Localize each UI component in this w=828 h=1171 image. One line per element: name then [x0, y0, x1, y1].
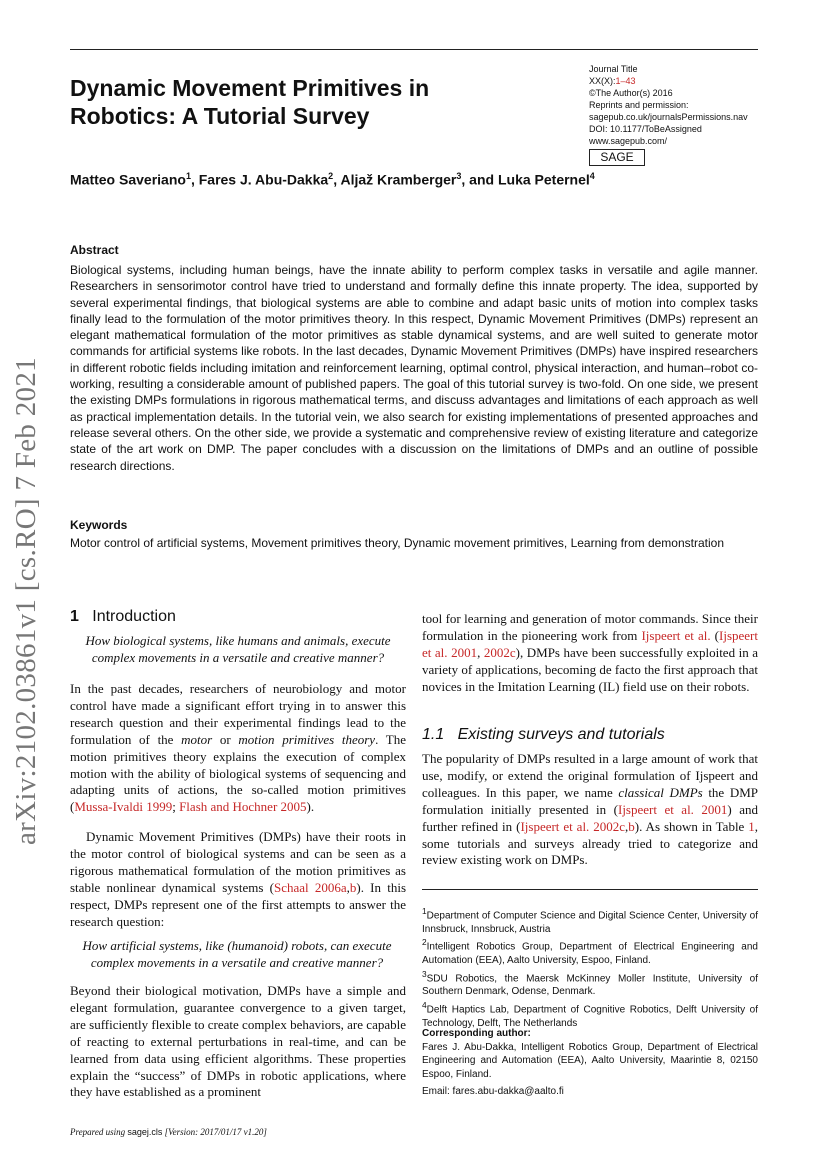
- arxiv-watermark: arXiv:2102.03861v1 [cs.RO] 7 Feb 2021: [10, 357, 42, 845]
- keywords-heading: Keywords: [70, 518, 128, 532]
- citation-link[interactable]: Ijspeert et al. 2002c: [520, 818, 626, 834]
- journal-info-line: www.sagepub.com/: [589, 136, 668, 146]
- journal-info-line: Reprints and permission:: [589, 100, 689, 110]
- author-list: Matteo Saveriano$^1$, Fares J. Abu-Dakka$^2$, Aljaž Kramberger$^3$, and Luka Peternel$^4$: [70, 171, 595, 188]
- intro-paragraph-2: Dynamic Movement Primitives (DMPs) have their roots in the motor control of biological systems and can be seen as a rigorous mathematical formulation of the motion primitives as stable nonlinear dynamical systems (Schaal 2006a,b). In this respect, DMPs represent one of the first attempts to answer the research question:: [70, 829, 407, 929]
- page-range-link[interactable]: 1–43: [615, 76, 636, 86]
- intro-paragraph-1: In the past decades, researchers of neurobiology and motor control have made a significant effort trying in to answer this research question and their experimental findings lead to the formulation of the motor or motion primitives theory. The motion primitives theory explains the execution of complex motion with the ability of biological systems of sequencing and adapting units of actions, the so-called motion primitives (Mussa-Ivaldi 1999; Flash and Hochner 2005).: [70, 681, 406, 815]
- footnote-rule: [422, 889, 758, 890]
- research-question-2: How artificial systems, like (humanoid) robots, can execute complex movements in a versatile and creative manner?: [82, 938, 392, 970]
- sage-logo: SAGE: [589, 149, 645, 166]
- intro-paragraph-continued: tool for learning and generation of motor commands. Since their formulation in the pioneering work from Ijspeert et al. (Ijspeert et al. 2001, 2002c), DMPs have been successfully exploited in a variety of applications, becoming de facto the first approach that novices in the Imitation Learning (IL) field use on their robots.: [422, 611, 759, 694]
- subsection-heading: 1.1 Existing surveys and tutorials: [422, 726, 665, 743]
- corresponding-email[interactable]: Email: fares.abu-dakka@aalto.fi: [422, 1086, 564, 1097]
- research-question-1: How biological systems, like humans and animals, execute complex movements in a versatile and creative manner?: [85, 633, 391, 665]
- top-rule: [70, 49, 758, 50]
- section-heading: 1 Introduction: [70, 608, 176, 625]
- citation-link[interactable]: Schaal 2006a: [273, 879, 347, 895]
- affiliation-item: $^1$Department of Computer Science and Digital Science Center, University of Innsbruck, Innsbruck, Austria: [422, 906, 758, 935]
- citation-link[interactable]: Flash and Hochner 2005: [179, 799, 307, 815]
- paper-title: Dynamic Movement Primitives in Robotics: A Tutorial Survey: [70, 75, 430, 129]
- citation-link[interactable]: Ijspeert et al.: [641, 627, 711, 643]
- author-name: Luka Peternel: [497, 171, 590, 188]
- intro-paragraph-3: Beyond their biological motivation, DMPs have a simple and elegant formulation, guarantee convergence to a given target, are sufficiently flexible to create complex behaviors, are capable of reacting to external perturbations in real-time, and can be learned from data using efficient algorithms. These properties explain the “success” of DMPs in robotic applications, where they have established as a prominent: [70, 983, 406, 1100]
- author-name: Aljaž Kramberger: [340, 171, 457, 188]
- journal-info-line: DOI: 10.1177/ToBeAssigned: [589, 124, 702, 134]
- journal-pages: XX(X):1–43: [589, 76, 636, 86]
- corresponding-author: [422, 1027, 758, 1099]
- citation-link[interactable]: b: [349, 879, 357, 895]
- journal-info-line: sagepub.co.uk/journalsPermissions.nav: [589, 112, 748, 122]
- journal-info-line: Journal Title: [589, 64, 638, 74]
- journal-info: [589, 63, 779, 147]
- citation-link[interactable]: Ijspeert et al. 2001: [422, 627, 758, 660]
- keywords-text: Motor control of artificial systems, Movement primitives theory, Dynamic movement primitives, Learning from demonstration: [70, 536, 724, 550]
- corresponding-heading: Corresponding author:: [422, 1028, 531, 1039]
- citation-link[interactable]: Ijspeert et al. 2001: [617, 801, 728, 817]
- page-footer: Prepared using sagej.cls [Version: 2017/01/17 v1.20]: [70, 1127, 267, 1137]
- surveys-paragraph: The popularity of DMPs resulted in a large amount of work that use, modify, or extend the original formulation of Ijspeert and colleagues. In this paper, we name classical DMPs the DMP formulation initially presented in (Ijspeert et al. 2001) and further refined in (Ijspeert et al. 2002c,b). As shown in Table 1, some tutorials and surveys already tried to categorize and review existing work on DMPs.: [422, 751, 759, 868]
- citation-link[interactable]: 2002c: [483, 644, 516, 660]
- affiliation-item: $^3$SDU Robotics, the Maersk McKinney Moller Institute, University of Southern Denmark, Odense, Denmark.: [422, 968, 758, 998]
- author-name: Matteo Saveriano: [70, 171, 186, 188]
- table-link[interactable]: 1: [748, 818, 755, 834]
- author-name: Fares J. Abu-Dakka: [198, 171, 329, 188]
- affiliations: [422, 905, 758, 1030]
- abstract-heading: Abstract: [70, 243, 119, 257]
- corresponding-text: Fares J. Abu-Dakka, Intelligent Robotics Group, Department of Electrical Engineering and Automation (EEA), Aalto University, Maarintie 8, 02150 Espoo, Finland.: [422, 1041, 758, 1080]
- citation-link[interactable]: b: [628, 818, 635, 834]
- journal-info-line: ©The Author(s) 2016: [589, 88, 673, 98]
- citation-link[interactable]: Mussa-Ivaldi 1999: [74, 799, 173, 815]
- affiliation-item: $^2$Intelligent Robotics Group, Department of Electrical Engineering and Automation (EEA), Aalto University, Espoo, Finland.: [422, 937, 758, 967]
- abstract-text: Biological systems, including human beings, have the innate ability to perform complex tasks in versatile and agile manner. Researchers in sensorimotor control have tried to understand and formally define this innate property. The idea, supported by several experimental findings, that biological systems are able to combine and adapt basic units of motion into complex tasks finally lead to the formulation of the motor primitives theory. In this respect, Dynamic Movement Primitives (DMPs) represent an elegant mathematical formulation of the motor primitives as stable dynamical systems, and are well suited to generate motor commands for artificial systems like robots. In the last decades, Dynamic Movement Primitives (DMPs) have inspired researchers in different robotic fields including imitation and reinforcement learning, optimal control, physical interaction, and human–robot co-working, resulting a considerable amount of published papers. The goal of this tutorial survey is two-fold. On one side, we present the existing DMPs formulations in rigorous mathematical terms, and discuss advantages and limitations of each approach as well as practical implementation details. In the tutorial vein, we also search for existing implementations of presented approaches and release several others. On the other side, we provide a systematic and comprehensive review of existing literature and categorize state of the art work on DMP. The paper concludes with a discussion on the limitations of DMPs and an outline of possible research directions.: [70, 263, 758, 473]
- affiliation-item: $^4$Delft Haptics Lab, Department of Cognitive Robotics, Delft University of Technology, Delft, The Netherlands: [422, 999, 758, 1029]
